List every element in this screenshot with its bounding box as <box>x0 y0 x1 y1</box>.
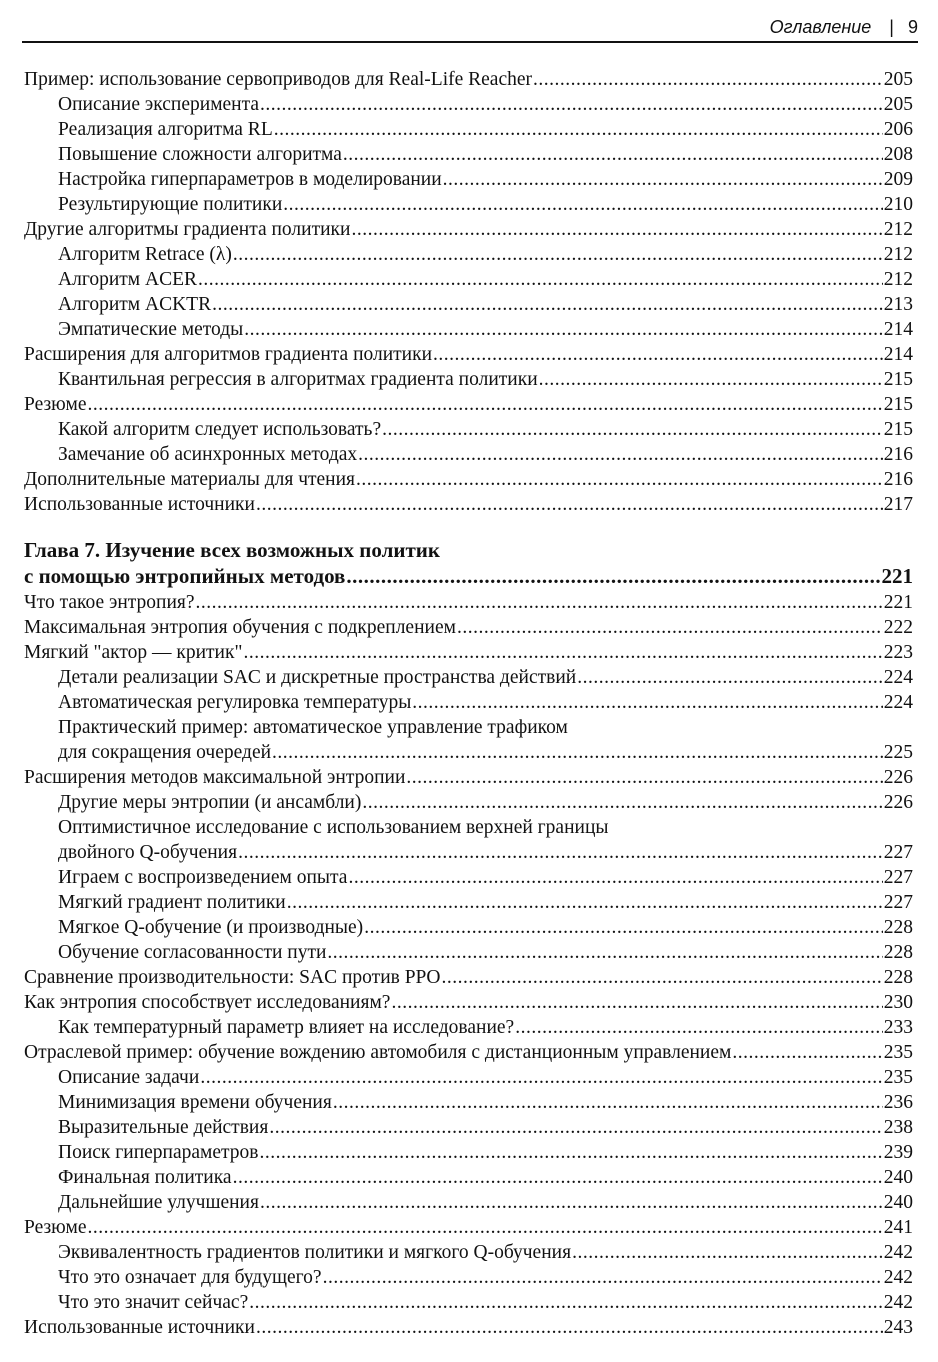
toc-page-number: 215 <box>883 419 913 440</box>
toc-entry[interactable] <box>24 1190 913 1215</box>
leader-dots <box>260 92 883 117</box>
toc-entry[interactable] <box>24 690 913 715</box>
chapter-title-text: с помощью энтропийных методов <box>24 564 346 588</box>
toc-page-number: 238 <box>883 1117 913 1138</box>
toc-entry-title: Как температурный параметр влияет на исследование? <box>58 1017 515 1038</box>
leader-dots <box>356 467 883 492</box>
toc-page-number: 217 <box>883 494 913 515</box>
toc-entry[interactable] <box>24 1040 913 1065</box>
leader-dots <box>333 1090 883 1115</box>
toc-entry[interactable] <box>24 1165 913 1190</box>
toc-entry[interactable] <box>24 1315 913 1340</box>
toc-entry[interactable] <box>24 965 913 990</box>
toc-entry-title: для сокращения очередей <box>58 742 272 763</box>
toc-page-number: 242 <box>883 1267 913 1288</box>
leader-dots <box>572 1240 883 1265</box>
toc-entry[interactable] <box>24 417 913 442</box>
leader-dots <box>88 392 883 417</box>
leader-dots <box>732 1040 882 1065</box>
toc-page-number: 216 <box>883 469 913 490</box>
toc-page-number: 214 <box>883 344 913 365</box>
leader-dots <box>212 292 883 317</box>
toc-entry-title: двойного Q-обучения <box>58 842 238 863</box>
toc-entry[interactable] <box>24 1265 913 1290</box>
leader-dots <box>406 765 882 790</box>
leader-dots <box>249 1290 883 1315</box>
toc-page-number: 223 <box>883 642 913 663</box>
toc-entry-title: Описание задачи <box>58 1067 200 1088</box>
toc-page-number: 242 <box>883 1242 913 1263</box>
leader-dots <box>244 317 882 342</box>
toc-entry-title: Какой алгоритм следует использовать? <box>58 419 382 440</box>
toc-entry-title: Минимизация времени обучения <box>58 1092 332 1113</box>
toc-entry-title: Детали реализации SAC и дискретные пространства действий <box>58 667 577 688</box>
toc-entry[interactable] <box>24 590 913 615</box>
toc-entry[interactable] <box>24 367 913 392</box>
toc-entry[interactable] <box>24 467 913 492</box>
toc-page-number: 239 <box>883 1142 913 1163</box>
toc-entry-text-first-line: Практический пример: автоматическое управление трафиком <box>58 717 568 738</box>
toc-entry-title: Финальная политика <box>58 1167 232 1188</box>
toc-entry-title: Сравнение производительности: SAC против PPO <box>24 967 441 988</box>
leader-dots <box>348 865 882 890</box>
toc-entry-title: Мягкий градиент политики <box>58 892 286 913</box>
toc-page-number: 212 <box>883 244 913 265</box>
toc-entry[interactable] <box>24 1015 913 1040</box>
toc-entry[interactable] <box>24 167 913 192</box>
toc-entry[interactable] <box>24 1240 913 1265</box>
toc-entry-title: Пример: использование сервоприводов для Real-Life Reacher <box>24 69 532 90</box>
leader-dots <box>441 965 882 990</box>
toc-page-number: 227 <box>883 867 913 888</box>
toc-entry[interactable] <box>24 342 913 367</box>
toc-entry-title: Мягкий "актор — критик" <box>24 642 243 663</box>
leader-dots <box>412 690 882 715</box>
leader-dots <box>364 915 883 940</box>
toc-entry[interactable] <box>24 1290 913 1315</box>
toc-entry-title: Эквивалентность градиентов политики и мягкого Q-обучения <box>58 1242 572 1263</box>
leader-dots <box>233 1165 883 1190</box>
running-header <box>22 14 918 43</box>
toc-entry[interactable] <box>24 865 913 890</box>
toc-entry-title: Использованные источники <box>24 494 255 515</box>
toc-entry-title: Расширения методов максимальной энтропии <box>24 767 406 788</box>
toc-page-number: 227 <box>883 842 913 863</box>
toc-entry[interactable] <box>24 1065 913 1090</box>
leader-dots <box>327 940 882 965</box>
toc-page-number: 205 <box>883 94 913 115</box>
toc-page-number: 236 <box>883 1092 913 1113</box>
toc-entry[interactable] <box>24 192 913 217</box>
toc-entry[interactable] <box>24 890 913 915</box>
toc-entry[interactable] <box>24 292 913 317</box>
leader-dots <box>200 1065 882 1090</box>
toc-page-number: 228 <box>883 967 913 988</box>
toc-entry-title: Настройка гиперпараметров в моделировании <box>58 169 442 190</box>
toc-page-number: 226 <box>883 767 913 788</box>
leader-dots <box>515 1015 883 1040</box>
toc-entry-title: Мягкое Q-обучение (и производные) <box>58 917 364 938</box>
header-separator: | <box>889 17 894 37</box>
toc-page-number: 240 <box>883 1167 913 1188</box>
chapter-7-heading <box>24 537 913 589</box>
toc-entry[interactable] <box>24 392 913 417</box>
toc-entry[interactable] <box>24 790 913 815</box>
toc-entry[interactable] <box>24 442 913 467</box>
toc-entry[interactable] <box>24 765 913 790</box>
toc-page-number: 240 <box>883 1192 913 1213</box>
toc-entry-text-first-line: Оптимистичное исследование с использованием верхней границы <box>58 817 609 838</box>
toc-page-number: 227 <box>883 892 913 913</box>
toc-entry-title: Автоматическая регулировка температуры <box>58 692 412 713</box>
toc-entry-title: Квантильная регрессия в алгоритмах градиента политики <box>58 369 538 390</box>
toc-page-number: 226 <box>883 792 913 813</box>
leader-dots <box>351 217 882 242</box>
leader-dots <box>272 740 883 765</box>
toc-entry[interactable] <box>24 242 913 267</box>
toc-entry[interactable] <box>24 92 913 117</box>
toc-entry-title: Алгоритм Retrace (λ) <box>58 244 232 265</box>
toc-entry[interactable] <box>24 640 913 665</box>
toc-page-number: 233 <box>883 1017 913 1038</box>
toc-entry[interactable] <box>24 142 913 167</box>
toc-entry-title: Выразительные действия <box>58 1117 269 1138</box>
toc-entry[interactable] <box>24 67 913 92</box>
toc-page-number: 212 <box>883 269 913 290</box>
toc-entry[interactable] <box>24 915 913 940</box>
toc-entry-title: Играем с воспроизведением опыта <box>58 867 348 888</box>
toc-entry-title: Что такое энтропия? <box>24 592 195 613</box>
leader-dots <box>358 442 883 467</box>
toc-entry[interactable] <box>24 665 913 690</box>
header-page-number: 9 <box>907 17 918 37</box>
toc-page-number: 222 <box>883 617 913 638</box>
toc-entry[interactable] <box>24 740 913 765</box>
toc-page-number: 210 <box>883 194 913 215</box>
toc-section-2 <box>24 590 913 1340</box>
leader-dots <box>283 192 882 217</box>
toc-entry-title: Другие алгоритмы градиента политики <box>24 219 351 240</box>
toc-page-number: 209 <box>883 169 913 190</box>
toc-page-number: 208 <box>883 144 913 165</box>
toc-entry-title: Замечание об асинхронных методах <box>58 444 358 465</box>
leader-dots <box>274 117 883 142</box>
leader-dots <box>256 492 883 517</box>
leader-dots <box>323 1265 883 1290</box>
toc-entry-title: Расширения для алгоритмов градиента политики <box>24 344 433 365</box>
toc-page-number: 205 <box>883 69 913 90</box>
toc-page-number: 243 <box>883 1317 913 1338</box>
toc-entry-title: Отраслевой пример: обучение вождению автомобиля с дистанционным управлением <box>24 1042 732 1063</box>
leader-dots <box>577 665 883 690</box>
toc-page-number: 230 <box>883 992 913 1013</box>
toc-entry-title: Использованные источники <box>24 1317 255 1338</box>
leader-dots <box>238 840 883 865</box>
toc-entry-title: Эмпатические методы <box>58 319 244 340</box>
toc-entry[interactable] <box>24 940 913 965</box>
toc-page-number: 225 <box>883 742 913 763</box>
toc-page-number: 221 <box>883 592 913 613</box>
toc-entry-title: Что это означает для будущего? <box>58 1267 322 1288</box>
toc-page-number: 224 <box>883 667 913 688</box>
leader-dots <box>382 417 883 442</box>
leader-dots <box>433 342 883 367</box>
leader-dots <box>533 67 883 92</box>
toc-page-number: 215 <box>883 394 913 415</box>
toc-entry[interactable] <box>24 117 913 142</box>
toc-entry-title: Алгоритм ACKTR <box>58 294 212 315</box>
toc-entry-title: Обучение согласованности пути <box>58 942 327 963</box>
leader-dots <box>539 367 883 392</box>
toc-entry-title: Другие меры энтропии (и ансамбли) <box>58 792 362 813</box>
toc-entry-title: Дополнительные материалы для чтения <box>24 469 356 490</box>
leader-dots <box>443 167 883 192</box>
leader-dots <box>198 267 883 292</box>
toc-entry-title: Что это значит сейчас? <box>58 1292 249 1313</box>
leader-dots <box>260 1190 883 1215</box>
toc-entry-title: Результирующие политики <box>58 194 283 215</box>
toc-page-number: 212 <box>883 219 913 240</box>
chapter-title-line-2 <box>24 563 913 589</box>
toc-entry[interactable] <box>24 1215 913 1240</box>
toc-entry-title: Повышение сложности алгоритма <box>58 144 342 165</box>
toc-page-number: 215 <box>883 369 913 390</box>
toc-page-number: 216 <box>883 444 913 465</box>
leader-dots <box>88 1215 883 1240</box>
leader-dots <box>256 1315 883 1340</box>
leader-dots <box>243 640 882 665</box>
toc-page-number: 213 <box>883 294 913 315</box>
leader-dots <box>343 142 883 167</box>
chapter-title-line-1: Глава 7. Изучение всех возможных политик <box>24 538 440 562</box>
leader-dots <box>196 590 883 615</box>
leader-dots <box>269 1115 882 1140</box>
toc-entry-title: Как энтропия способствует исследованиям? <box>24 992 391 1013</box>
toc-entry[interactable] <box>24 1115 913 1140</box>
chapter-page-number: 221 <box>881 564 913 588</box>
toc-entry[interactable] <box>24 492 913 517</box>
toc-entry[interactable] <box>24 1090 913 1115</box>
toc-entry[interactable] <box>24 267 913 292</box>
toc-page-number: 241 <box>883 1217 913 1238</box>
toc-page-number: 235 <box>883 1042 913 1063</box>
leader-dots <box>260 1140 883 1165</box>
toc-entry-title: Реализация алгоритма RL <box>58 119 273 140</box>
toc-entry[interactable] <box>24 840 913 865</box>
header-title: Оглавление <box>769 17 872 37</box>
toc-entry[interactable] <box>24 317 913 342</box>
toc-entry-title: Резюме <box>24 394 87 415</box>
leader-dots <box>346 563 880 589</box>
toc-entry-title: Резюме <box>24 1217 87 1238</box>
leader-dots <box>457 615 883 640</box>
leader-dots <box>233 242 883 267</box>
toc-page-number: 214 <box>883 319 913 340</box>
toc-page-number: 228 <box>883 942 913 963</box>
toc-entry-title: Дальнейшие улучшения <box>58 1192 259 1213</box>
toc-entry[interactable] <box>24 990 913 1015</box>
toc-section-1 <box>24 67 913 517</box>
toc-entry-title: Описание эксперимента <box>58 94 260 115</box>
toc-page-number: 242 <box>883 1292 913 1313</box>
toc-entry[interactable] <box>24 1140 913 1165</box>
toc-page-number: 224 <box>883 692 913 713</box>
toc-entry-title: Поиск гиперпараметров <box>58 1142 259 1163</box>
toc-entry-title: Алгоритм ACER <box>58 269 198 290</box>
toc-page-number: 228 <box>883 917 913 938</box>
leader-dots <box>391 990 882 1015</box>
toc-entry-title: Максимальная энтропия обучения с подкреплением <box>24 617 456 638</box>
toc-entry[interactable] <box>24 217 913 242</box>
leader-dots <box>362 790 882 815</box>
toc-page-number: 235 <box>883 1067 913 1088</box>
toc-page-number: 206 <box>883 119 913 140</box>
toc-entry[interactable] <box>24 615 913 640</box>
leader-dots <box>287 890 883 915</box>
